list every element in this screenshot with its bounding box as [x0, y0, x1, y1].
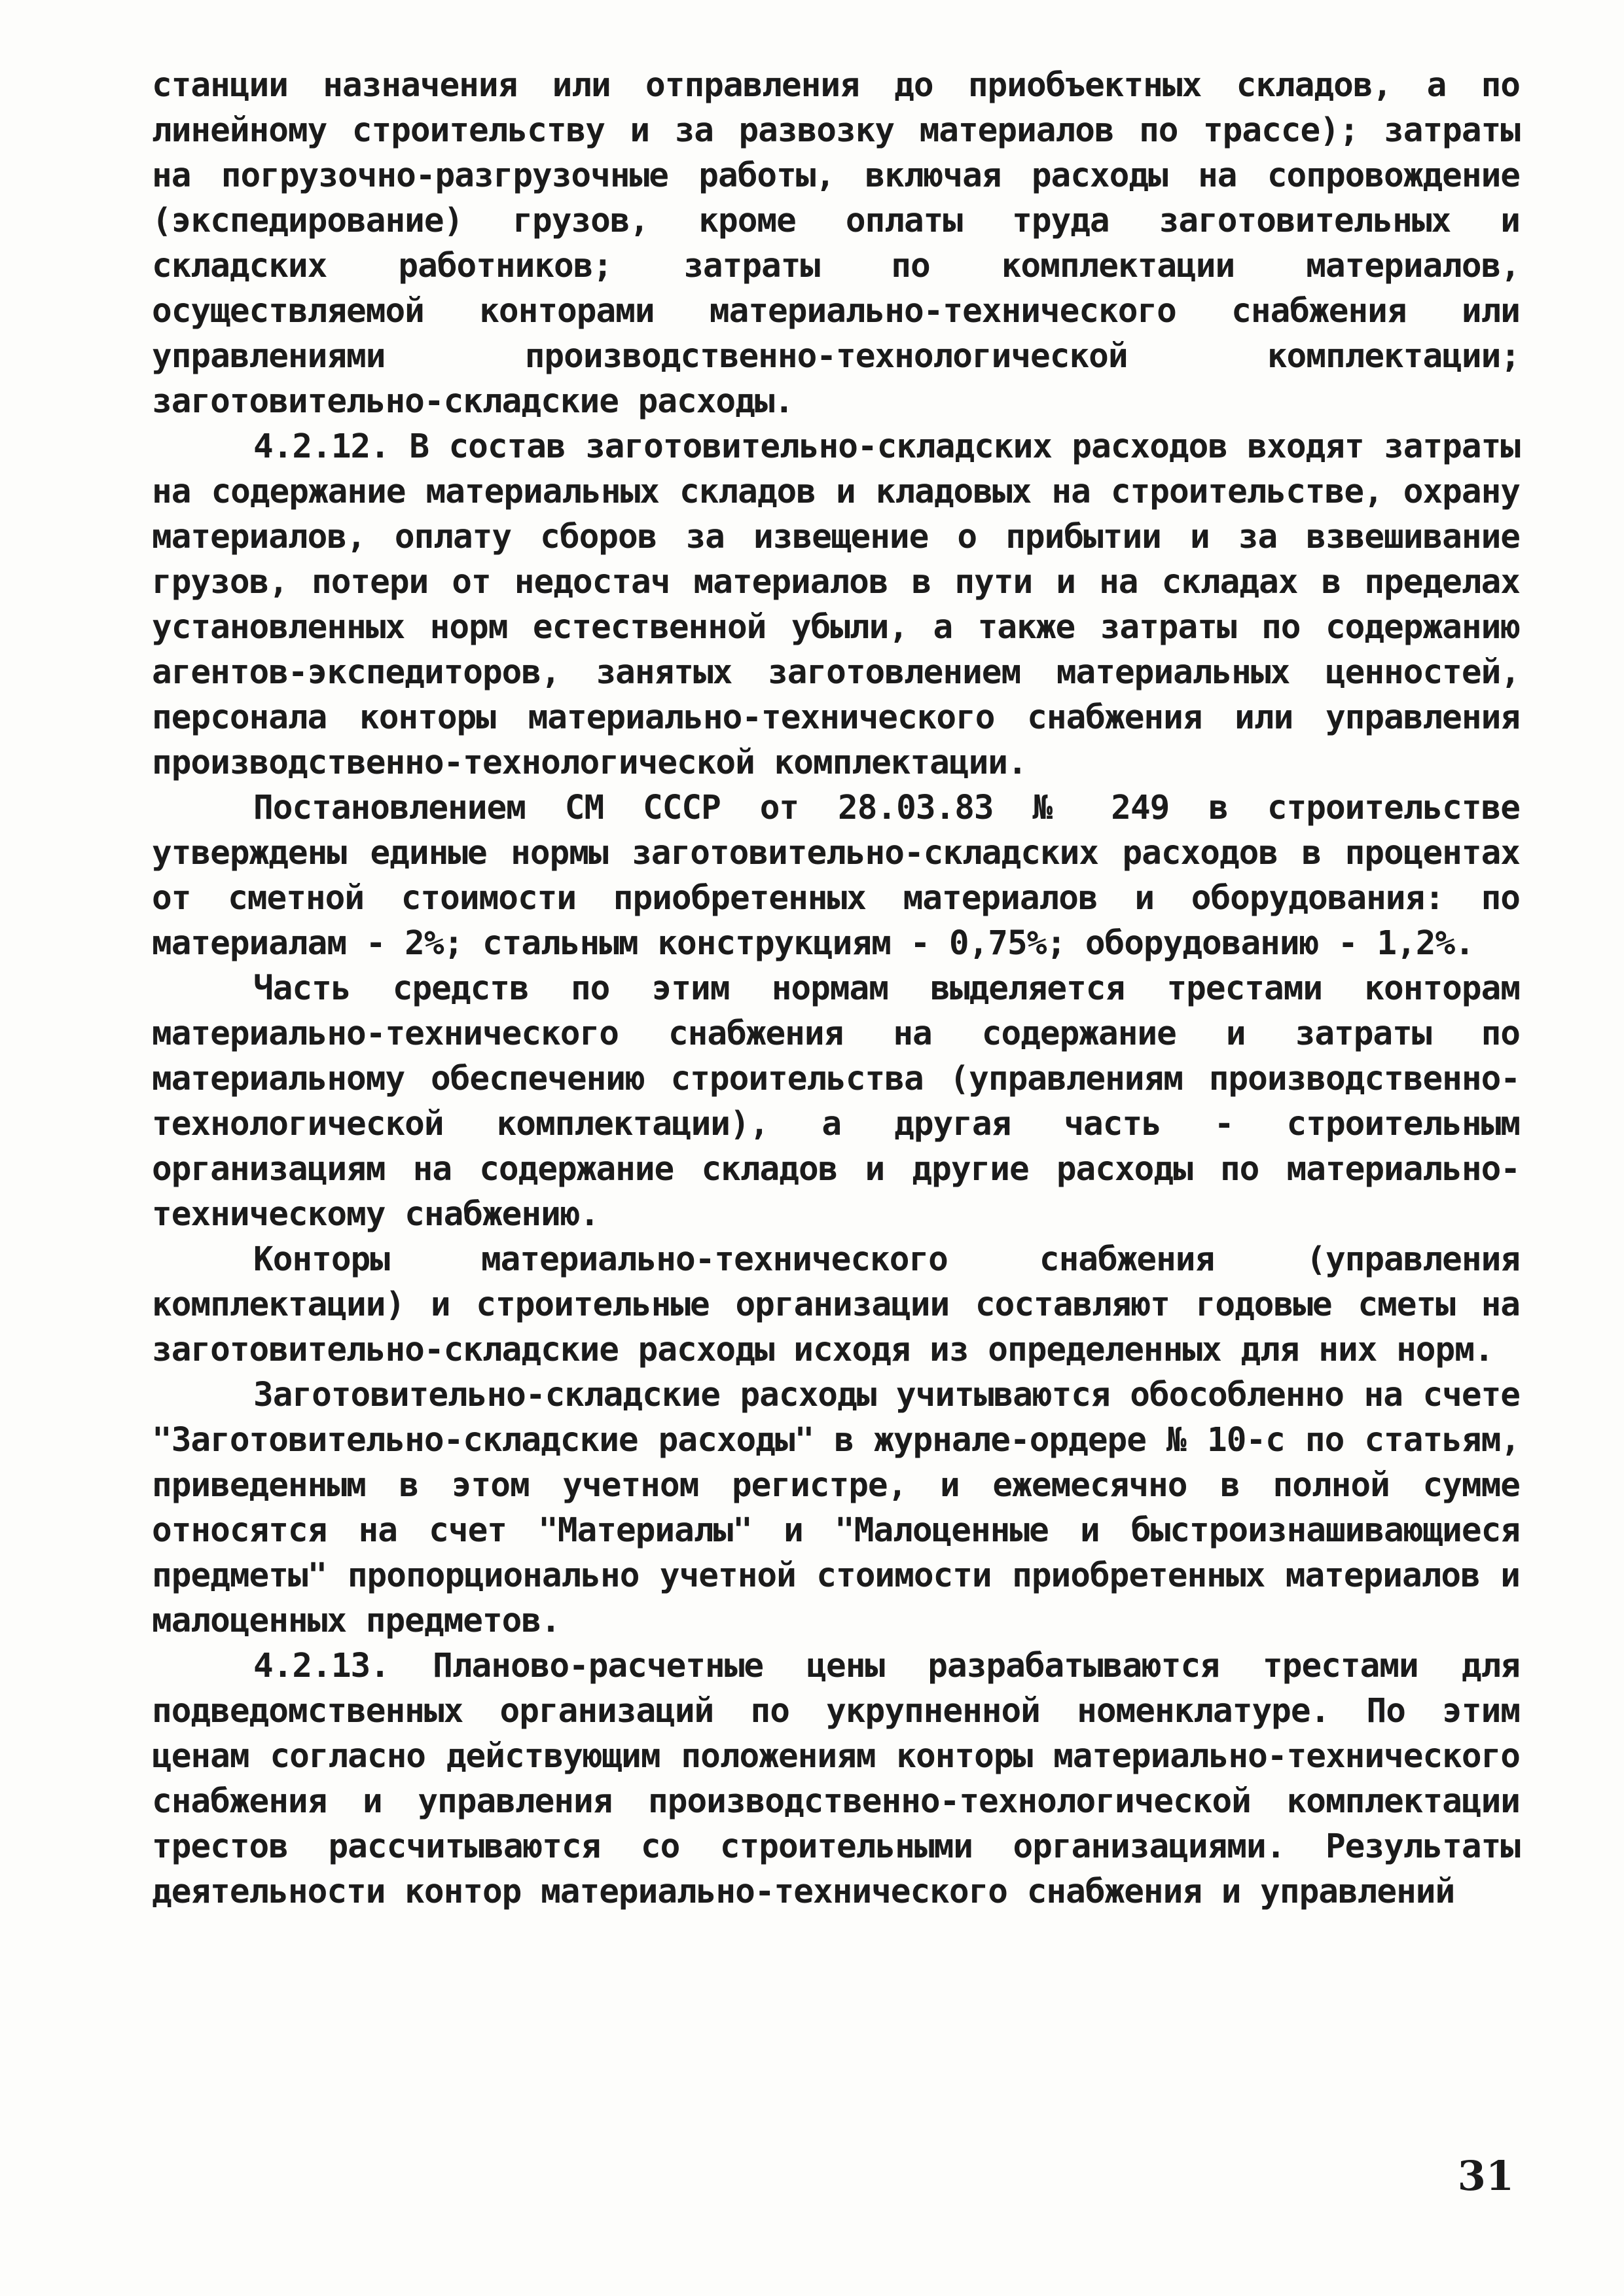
paragraph-accounting: Заготовительно-складские расходы учитываются обособленно на счете "Заготовительно-складские расходы" в журнале-ордере № 10-с по статьям, приведенным в этом учетном регистре, и ежемесячно в полной сумме относятся на счет "Материалы" и "Малоценные и быстроизнашивающиеся предметы" пропорционально учетной стоимости приобретенных материалов и малоценных предметов. — [152, 1376, 1520, 1640]
paragraph-annual-estimates: Конторы материально-технического снабжения (управления комплектации) и строительные организации составляют годовые сметы на заготовительно-складские расходы исходя из определенных для них норм. — [152, 1240, 1520, 1369]
paragraph-4-2-12: 4.2.12. В состав заготовительно-складских расходов входят затраты на содержание материальных складов и кладовых на строительстве, охрану материалов, оплату сборов за извещение о прибытии и за взвешивание грузов, потери от недостач материалов в пути и на складах в пределах установленных норм естественной убыли, а также затраты по содержанию агентов-экспедиторов, занятых заготовлением материальных ценностей, персонала конторы материально-технического снабжения или управления производственно-технологической комплектации. — [152, 427, 1520, 782]
paragraph-funds-allocation: Часть средств по этим нормам выделяется трестами конторам материально-технического снабжения на содержание и затраты по материальному обеспечению строительства (управлениям производственно-технологической комплектации), а другая часть - строительным организациям на содержание складов и другие расходы по материально-техническому снабжению. — [152, 969, 1520, 1234]
page-number: 31 — [1457, 2152, 1514, 2200]
paragraph-continuation: станции назначения или отправления до приобъектных складов, а по линейному строительству и за развозку материалов по трассе); затраты на погрузочно-разгрузочные работы, включая расходы на сопровождение (экспедирование) грузов, кроме оплаты труда заготовительных и складских работников; затраты по комплектации материалов, осуществляемой конторами материально-технического снабжения или управлениями производственно-технологической комплектации; заготовительно-складские расходы. — [152, 66, 1520, 421]
paragraph-4-2-13: 4.2.13. Планово-расчетные цены разрабатываются трестами для подведомственных организаций по укрупненной номенклатуре. По этим ценам согласно действующим положениям конторы материально-технического снабжения и управления производственно-технологической комплектации трестов рассчитываются со строительными организациями. Результаты деятельности контор материально-технического снабжения и управлений — [152, 1647, 1520, 1911]
body-text — [152, 63, 1520, 1914]
paragraph-resolution-norms: Постановлением СМ СССР от 28.03.83 № 249 в строительстве утверждены единые нормы заготовительно-складских расходов в процентах от сметной стоимости приобретенных материалов и оборудования: по материалам - 2%; стальным конструкциям - 0,75%; оборудованию - 1,2%. — [152, 789, 1520, 963]
